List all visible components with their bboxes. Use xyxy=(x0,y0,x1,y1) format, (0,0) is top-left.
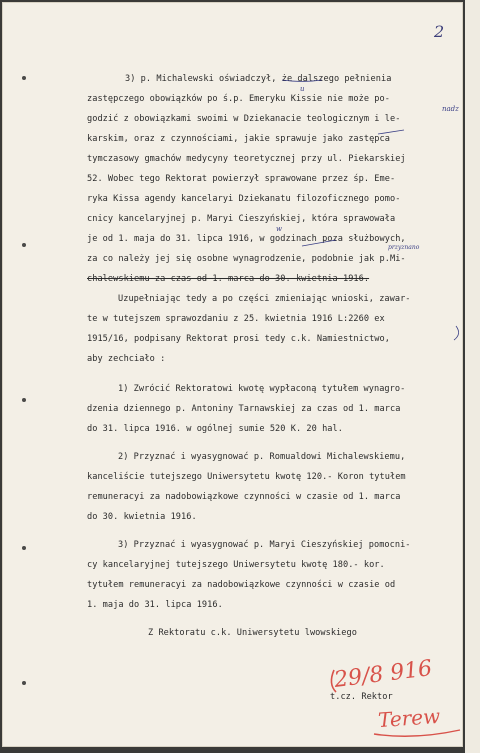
red-pencil-signature: Terew xyxy=(377,703,441,733)
text-line: 2) Przyznać i wyasygnować p. Romualdowi Michalewskiemu, xyxy=(118,452,406,462)
text-line: 1915/16, podpisany Rektorat prosi tedy c.k. Namiestnictwo, xyxy=(87,334,390,344)
text-line: dzenia dziennego p. Antoniny Tarnawskiej za czas od 1. marca xyxy=(87,404,401,414)
text-line: remuneracyi za nadobowiązkowe czynności w czasie od 1. marca xyxy=(87,492,401,502)
text-line: 1. maja do 31. lipca 1916. xyxy=(87,600,223,610)
red-pencil-date: 29/8 916 xyxy=(332,656,434,693)
struck-text-line: chalewskiemu za czas od 1. marca do 30. kwietnia 1916. xyxy=(87,274,370,284)
text-line: Uzupełniając tedy a po części zmieniając wnioski, zawar- xyxy=(118,294,411,304)
handwritten-insertion: przyznano xyxy=(388,244,420,251)
text-line: za co należy jej się osobne wynagrodzenie, podobnie jak p.Mi- xyxy=(87,254,406,264)
text-line: zastępczego obowiązków po ś.p. Emeryku Kissie nie może po- xyxy=(87,94,390,104)
text-line: te w tutejszem sprawozdaniu z 25. kwietnia 1916 L:2260 ex xyxy=(87,314,385,324)
text-line: do 30. kwietnia 1916. xyxy=(87,512,197,522)
text-line: godzić z obowiązkami swoimi w Dziekanacie teologicznym i le- xyxy=(87,114,401,124)
signature-line: t.cz. Rektor xyxy=(330,692,393,702)
text-line: 3) Przyznać i wyasygnować p. Maryi Cieszyńskiej pomocni- xyxy=(118,540,411,550)
text-line: karskim, oraz z czynnościami, jakie sprawuje jako zastępca xyxy=(87,134,390,144)
text-line: tymczasowy gmachów medycyny teoretycznej przy ul. Piekarskiej xyxy=(87,154,406,164)
text-line: cy kancelaryjnej tutejszego Uniwersytetu kwotę 180.- kor. xyxy=(87,560,385,570)
text-line: Z Rektoratu c.k. Uniwersytetu lwowskiego xyxy=(148,628,357,638)
text-line: 1) Zwrócić Rektoratowi kwotę wypłaconą tytułem wynagro- xyxy=(118,384,406,394)
text-line: tytułem remuneracyi za nadobowiązkowe czynności w czasie od xyxy=(87,580,396,590)
text-line: 3) p. Michalewski oświadczył, że dalszego pełnienia xyxy=(125,74,392,84)
text-line: ryka Kissa agendy kancelaryi Dziekanatu filozoficznego pomo- xyxy=(87,194,401,204)
text-line: je od 1. maja do 31. lipca 1916, w godzinach poza służbowych, xyxy=(87,234,406,244)
handwritten-insertion: w xyxy=(276,225,282,233)
text-line: cnicy kancelaryjnej p. Maryi Cieszyńskiej, która sprawowała xyxy=(87,214,396,224)
page-number: 2 xyxy=(434,22,445,41)
text-line: aby zechciało : xyxy=(87,354,166,364)
handwritten-insertion: nadz xyxy=(442,105,459,113)
text-line: 52. Wobec tego Rektorat powierzył sprawowane przez śp. Eme- xyxy=(87,174,396,184)
text-line: kanceliście tutejszego Uniwersytetu kwotę 120.- Koron tytułem xyxy=(87,472,406,482)
handwritten-insertion: u xyxy=(300,85,305,93)
text-line: do 31. lipca 1916. w ogólnej sumie 520 K. 20 hal. xyxy=(87,424,343,434)
